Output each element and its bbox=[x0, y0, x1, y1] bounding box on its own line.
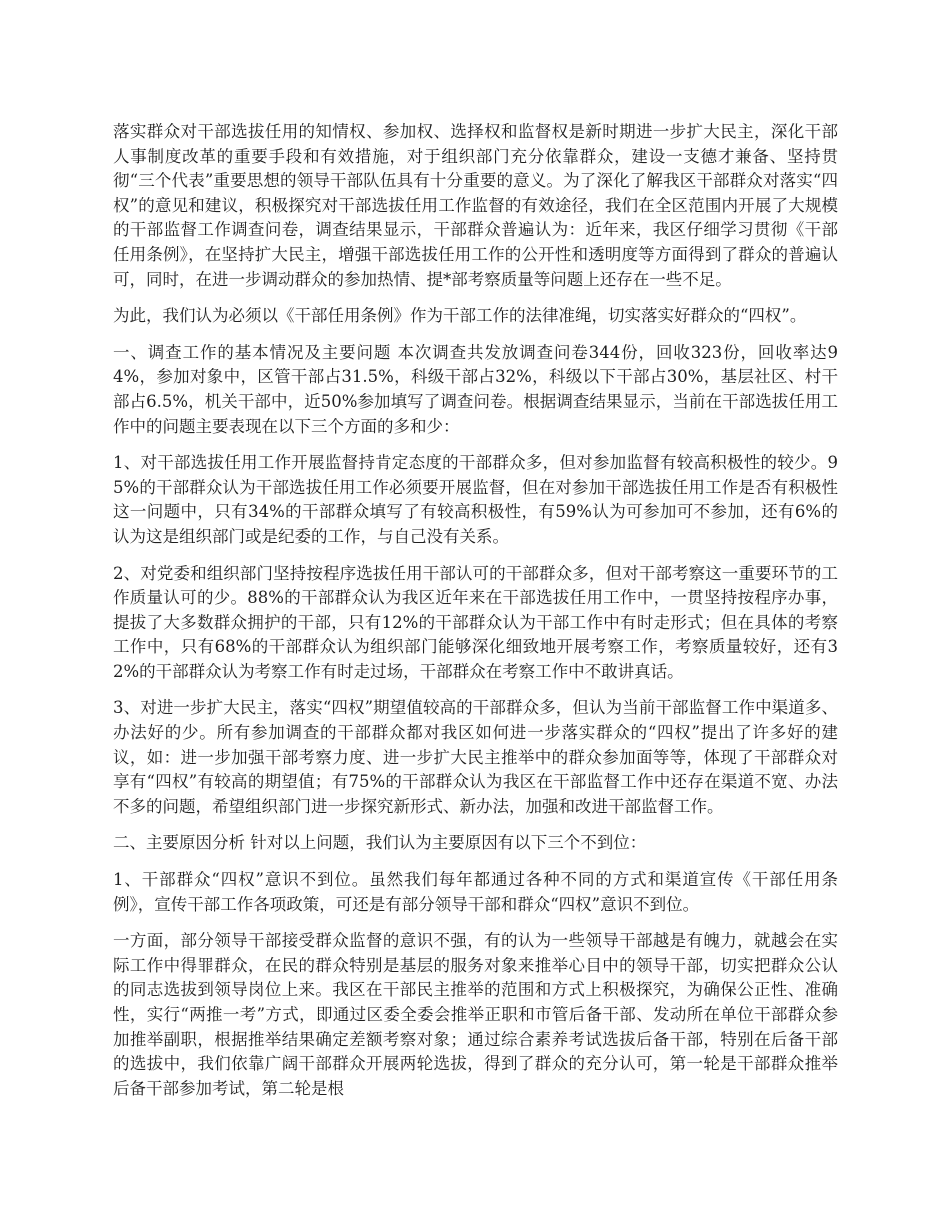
paragraph-cause-1: 1、干部群众“四权”意识不到位。虽然我们每年都通过各种不同的方式和渠道宣传《干部任用条例》，宣传干部工作各项政策，可还是有部分领导干部和群众“四权”意识不到位。 bbox=[113, 870, 838, 914]
document-body bbox=[113, 120, 838, 1113]
paragraph-issue-3: 3、对进一步扩大民主，落实“四权”期望值较高的干部群众多，但认为当前干部监督工作中渠道多、办法好的少。所有参加调查的干部群众都对我区如何进一步落实群众的“四权”提出了许多好的建议，如：进一步加强干部考察力度、进一步扩大民主推举中的群众参加面等等，体现了干部群众对享有“四权”有较高的期望值；有75%的干部群众认为我区在干部监督工作中还存在渠道不宽、办法不多的问题，希望组织部门进一步探究新形式、新办法，加强和改进干部监督工作。 bbox=[113, 698, 838, 816]
paragraph-purpose: 为此，我们认为必须以《干部任用条例》作为干部工作的法律准绳，切实落实好群众的“四权”。 bbox=[113, 306, 807, 326]
paragraph-cause-heading: 二、主要原因分析 针对以上问题，我们认为主要原因有以下三个不到位： bbox=[113, 833, 647, 853]
paragraph-issue-2: 2、对党委和组织部门坚持按程序选拔任用干部认可的干部群众多，但对干部考察这一重要环节的工作质量认可的少。88%的干部群众认为我区近年来在干部选拔任用工作中，一贯坚持按程序办事，提拔了大多数群众拥护的干部，只有12%的干部群众认为干部工作中有时走形式；但在具体的考察工作中，只有68%的干部群众认为组织部门能够深化细致地开展考察工作，考察质量较好，还有32%的干部群众认为考察工作有时走过场，干部群众在考察工作中不敢讲真话。 bbox=[113, 563, 838, 681]
paragraph-cause-1-detail: 一方面，部分领导干部接受群众监督的意识不强，有的认为一些领导干部越是有魄力，就越会在实际工作中得罪群众，在民的群众特别是基层的服务对象来推举心目中的领导干部，切实把群众公认的同志选拔到领导岗位上来。我区在干部民主推举的范围和方式上积极探究，为确保公正性、准确性，实行“两推一考”方式，即通过区委全委会推举正职和市管后备干部、发动所在单位干部群众参加推举副职，根据推举结果确定差额考察对象；通过综合素养考试选拔后备干部，特别在后备干部的选拔中，我们依靠广阔干部群众开展两轮选拔，得到了群众的充分认可，第一轮是干部群众推举后备干部参加考试，第二轮是根 bbox=[113, 931, 838, 1098]
paragraph-survey-overview: 一、调查工作的基本情况及主要问题 本次调查共发放调查问卷344份，回收323份，回收率达94%，参加对象中，区管干部占31.5%，科级干部占32%，科级以下干部占30%，基层社区、村干部占6.5%，机关干部中，近50%参加填写了调查问卷。根据调查结果显示，当前在干部选拔任用工作中的问题主要表现在以下三个方面的多和少： bbox=[113, 342, 838, 436]
paragraph-intro: 落实群众对干部选拔任用的知情权、参加权、选择权和监督权是新时期进一步扩大民主，深化干部人事制度改革的重要手段和有效措施，对于组织部门充分依靠群众，建设一支德才兼备、坚持贯彻“三个代表”重要思想的领导干部队伍具有十分重要的意义。为了深化了解我区干部群众对落实“四权”的意见和建议，积极探究对干部选拔任用工作监督的有效途径，我们在全区范围内开展了大规模的干部监督工作调查问卷，调查结果显示，干部群众普遍认为：近年来，我区仔细学习贯彻《干部任用条例》，在坚持扩大民主，增强干部选拔任用工作的公开性和透明度等方面得到了群众的普遍认可，同时，在进一步调动群众的参加热情、提*部考察质量等问题上还存在一些不足。 bbox=[113, 122, 838, 289]
paragraph-issue-1: 1、对干部选拔任用工作开展监督持肯定态度的干部群众多，但对参加监督有较高积极性的较少。95%的干部群众认为干部选拔任用工作必须要开展监督，但在对参加干部选拔任用工作是否有积极性这一问题中，只有34%的干部群众填写了有较高积极性，有59%认为可参加可不参加，还有6%的认为这是组织部门或是纪委的工作，与自己没有关系。 bbox=[113, 453, 838, 546]
